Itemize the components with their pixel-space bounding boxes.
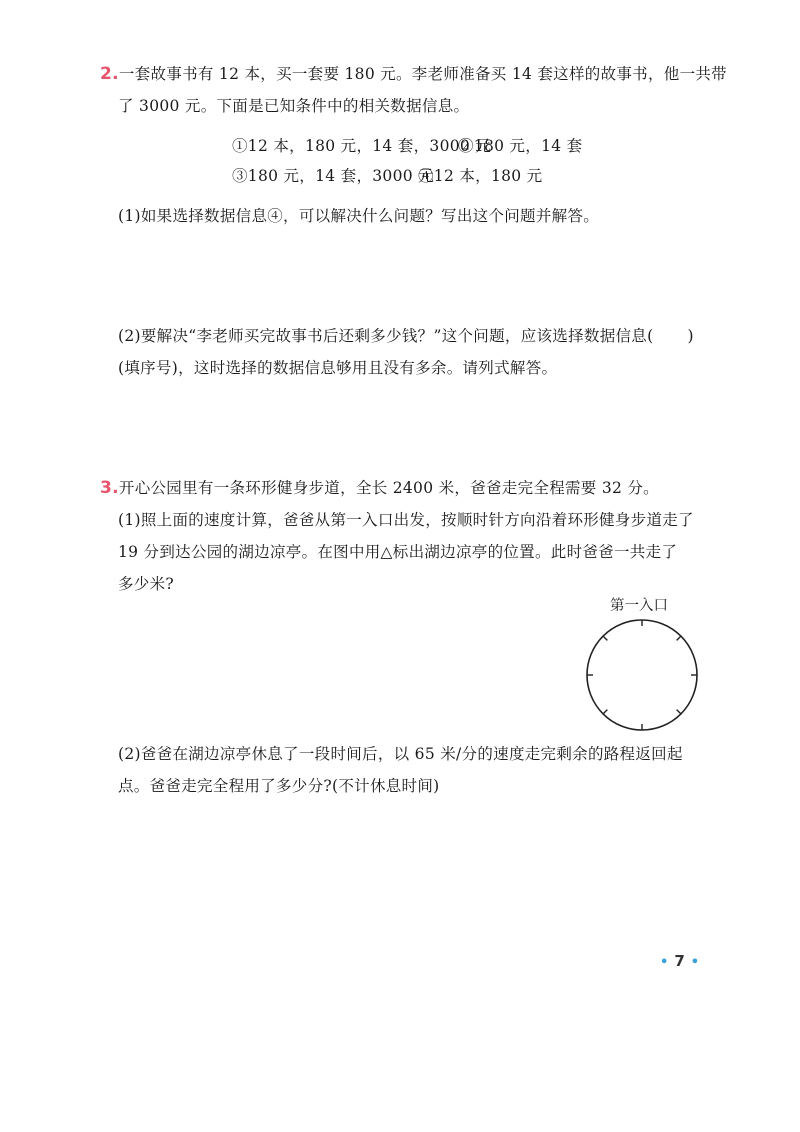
- q2-sub1: (1)如果选择数据信息④，可以解决什么问题？写出这个问题并解答。: [118, 207, 600, 225]
- q2-sub2-line1: [118, 326, 694, 346]
- track-tick: [677, 710, 681, 714]
- q3-sub1-line1: (1)照上面的速度计算，爸爸从第一入口出发，按顺时针方向沿着环形健身步道走了: [118, 511, 694, 529]
- track-tick: [677, 636, 681, 640]
- q2-stem-line2: 了 3000 元。下面是已知条件中的相关数据信息。: [118, 97, 470, 115]
- page-dot-right: •: [690, 955, 700, 970]
- q3-sub1-line2: 19 分到达公园的湖边凉亭。在图中用△标出湖边凉亭的位置。此时爸爸一共走了: [118, 543, 678, 561]
- track-diagram[interactable]: [584, 617, 700, 733]
- q3-sub1-line3: 多少米?: [118, 575, 175, 593]
- track-ticks: [587, 620, 697, 730]
- q3-stem-text: 开心公园里有一条环形健身步道，全长 2400 米，爸爸走完全程需要 32 分。: [118, 479, 659, 497]
- q2-option-2: ②180 元，14 套: [458, 137, 583, 155]
- q2-number: 2.: [100, 64, 119, 84]
- q3-sub2-line1: (2)爸爸在湖边凉亭休息了一段时间后，以 65 米/分的速度走完剩余的路程返回起: [118, 745, 683, 763]
- q3-stem: [100, 478, 659, 498]
- q2-option-4: ④12 本，180 元: [418, 167, 543, 185]
- q2-sub2-line2: (填序号)，这时选择的数据信息够用且没有多余。请列式解答。: [118, 359, 558, 377]
- q2-sub2-text-b: ): [687, 327, 694, 345]
- q3-number: 3.: [100, 478, 119, 498]
- track-circle-svg: [584, 617, 700, 733]
- q2-option-1: ①12 本，180 元，14 套，3000 元: [232, 137, 492, 155]
- page-number: [654, 952, 705, 970]
- entrance-label: 第一入口: [610, 598, 668, 614]
- page-number-text: 7: [674, 952, 685, 970]
- q3-sub2-line2: 点。爸爸走完全程用了多少分?(不计休息时间): [118, 777, 440, 795]
- q2-option-3: ③180 元，14 套，3000 元: [232, 167, 434, 185]
- track-tick: [603, 710, 607, 714]
- page-dot-left: •: [660, 955, 669, 970]
- q2-sub2-text-a: (2)要解决“李老师买完故事书后还剩多少钱？”这个问题，应该选择数据信息(: [118, 327, 654, 345]
- q2-stem-text1: 一套故事书有 12 本，买一套要 180 元。李老师准备买 14 套这样的故事书，他一共带: [118, 65, 727, 83]
- q2-stem-line1: [100, 64, 727, 84]
- track-tick: [603, 636, 607, 640]
